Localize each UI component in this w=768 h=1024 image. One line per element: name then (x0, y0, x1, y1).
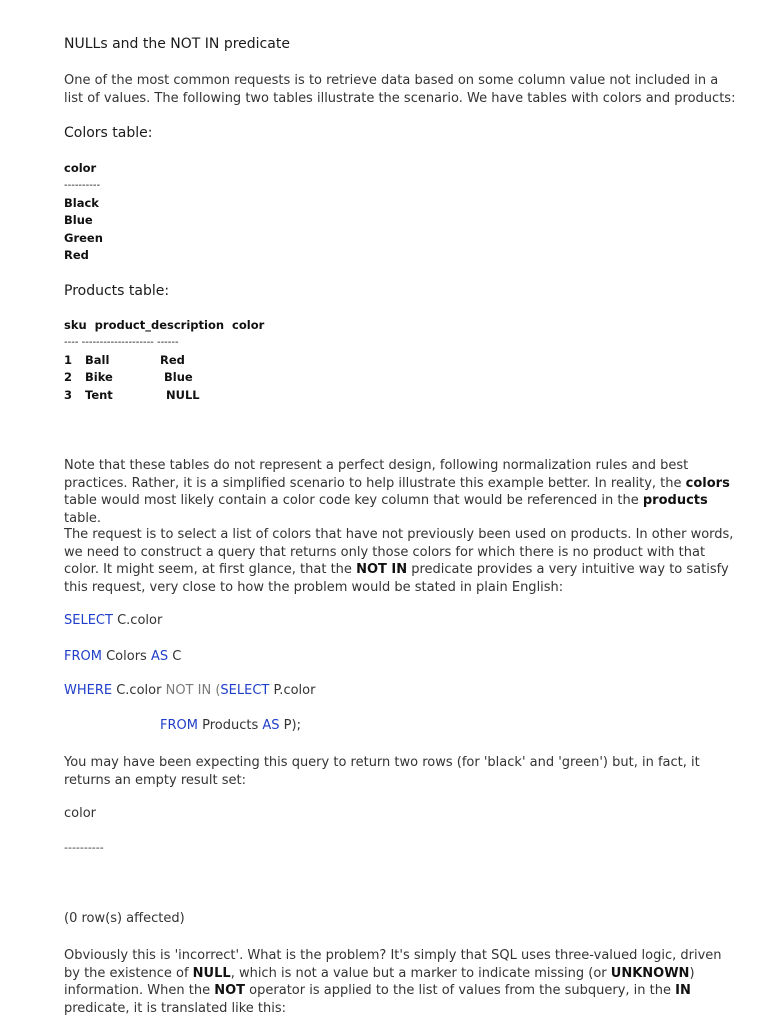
cell-color: NULL (166, 387, 200, 402)
table-row (64, 352, 264, 369)
cell-color: Blue (164, 370, 193, 385)
cell-description: Ball (85, 352, 110, 367)
table-row: Blue (64, 213, 93, 228)
products-table-separator: ---- -------------------- ------ (64, 337, 179, 349)
products-table-heading: Products table: (64, 283, 170, 299)
cell-color: Red (160, 352, 185, 367)
products-table (64, 317, 264, 404)
expecting-paragraph: You may have been expecting this query to return two rows (for 'black' and 'green') but, in fact, it returns an empty result set: (64, 755, 700, 788)
query-line-where: WHERE C.color NOT IN (SELECT P.color (64, 683, 316, 698)
table-row: Black (64, 195, 99, 210)
table-row: Green (64, 230, 103, 245)
query-line-from: FROM Colors AS C (64, 649, 182, 664)
cell-sku: 3 (64, 387, 73, 402)
obviously-paragraph: Obviously this is 'incorrect'. What is the problem? It's simply that SQL uses three-valued logic, driven by the existence of NULL, which is not a value but a marker to indicate missing (or UNKNOWN) information. When the NOT operator is applied to the list of values from the subquery, in the IN predicate, it is translated like this: (64, 948, 722, 1016)
cell-description: Tent (85, 387, 113, 402)
table-row (64, 387, 264, 404)
colors-table-header: color (64, 161, 97, 175)
query-line-select: SELECT C.color (64, 613, 163, 628)
query-line-subfrom: FROM Products AS P); (160, 718, 301, 733)
result-separator: ---------- (64, 841, 104, 854)
table-row: Red (64, 248, 89, 263)
table-row (64, 369, 264, 386)
cell-sku: 2 (64, 370, 73, 385)
intro-paragraph: One of the most common requests is to retrieve data based on some column value not included in a list of values. The following two tables illustrate the scenario. We have tables with colors and products: (64, 73, 736, 106)
colors-table-heading: Colors table: (64, 125, 153, 141)
page-title: NULLs and the NOT IN predicate (64, 36, 290, 52)
colors-table (64, 160, 103, 264)
cell-description: Bike (85, 370, 113, 385)
request-paragraph: The request is to select a list of colors that have not previously been used on products. In other words, we need to construct a query that returns only those colors for which there is no product with that color. It might seem, at first glance, that the NOT IN predicate provides a very intuitive way to satisfy this request, very close to how the problem would be stated in plain English: (64, 527, 734, 595)
note-paragraph: Note that these tables do not represent a perfect design, following normalization rules and best practices. Rather, it is a simplified scenario to help illustrate this example better. In reality, the colors table would most likely contain a color code key column that would be referenced in the products table. (64, 458, 730, 526)
result-header: color (64, 806, 97, 821)
products-table-header: sku product_description color (64, 318, 265, 332)
colors-table-separator: ---------- (64, 180, 101, 192)
rows-affected: (0 row(s) affected) (64, 911, 185, 926)
cell-sku: 1 (64, 352, 73, 367)
